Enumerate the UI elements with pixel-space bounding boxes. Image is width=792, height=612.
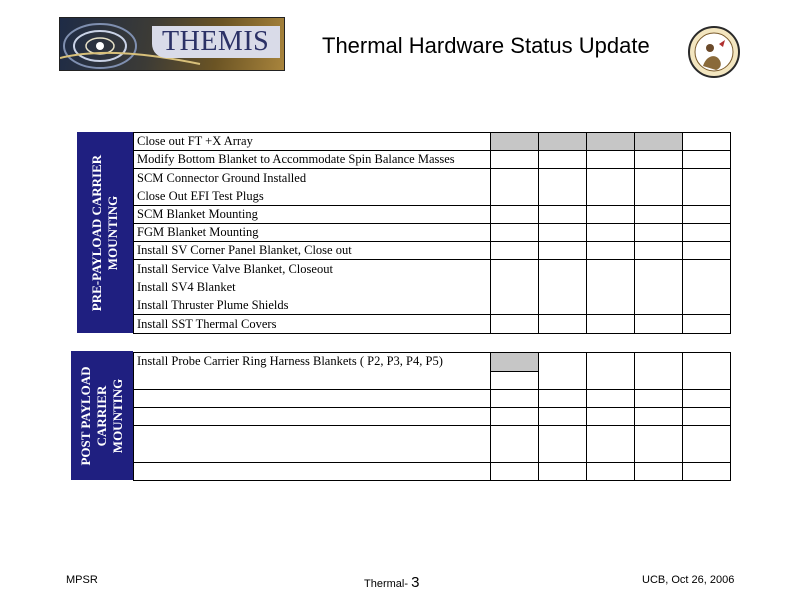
status-cell	[635, 390, 683, 408]
task-label: Close out FT +X Array	[134, 133, 491, 151]
task-label	[134, 260, 491, 315]
status-cell	[683, 315, 731, 334]
table-row	[134, 224, 731, 242]
status-cell	[491, 353, 539, 372]
status-cell	[539, 390, 587, 408]
status-cell	[539, 315, 587, 334]
table-row	[134, 426, 731, 463]
status-cell	[587, 426, 635, 463]
task-label-line: Install Thruster Plume Shields	[137, 298, 289, 312]
task-label: Install SV Corner Panel Blanket, Close out	[134, 242, 491, 260]
status-cell	[635, 463, 683, 481]
pre-payload-label	[77, 132, 133, 333]
status-cell	[491, 315, 539, 334]
table-row	[134, 353, 731, 372]
task-label	[134, 463, 491, 481]
status-cell	[683, 353, 731, 390]
task-label	[134, 408, 491, 426]
post-payload-table	[133, 352, 731, 481]
table-row	[134, 260, 731, 315]
status-cell	[683, 206, 731, 224]
task-label-line: Install Service Valve Blanket, Closeout	[137, 262, 333, 276]
table-row	[134, 151, 731, 169]
status-cell	[683, 260, 731, 315]
status-cell	[587, 169, 635, 206]
table-row	[134, 206, 731, 224]
status-cell	[635, 242, 683, 260]
status-cell	[491, 133, 539, 151]
status-cell	[635, 315, 683, 334]
footer-page-number: 3	[411, 574, 420, 591]
status-cell	[539, 426, 587, 463]
status-cell	[587, 408, 635, 426]
status-cell	[539, 242, 587, 260]
post-payload-label-line3: MOUNTING	[110, 378, 125, 453]
task-label: Install SST Thermal Covers	[134, 315, 491, 334]
status-cell	[587, 133, 635, 151]
status-cell	[587, 151, 635, 169]
status-cell	[683, 133, 731, 151]
status-cell	[587, 224, 635, 242]
table-row	[134, 242, 731, 260]
post-payload-label-line1: POST PAYLOAD	[78, 365, 93, 466]
status-cell	[635, 151, 683, 169]
table-row	[134, 169, 731, 206]
post-payload-label	[71, 351, 133, 480]
status-cell	[683, 242, 731, 260]
status-cell	[491, 224, 539, 242]
task-label	[134, 390, 491, 408]
post-payload-label-line2: CARRIER	[94, 385, 109, 446]
table-row	[134, 315, 731, 334]
status-cell	[635, 133, 683, 151]
task-label-line: Install SV4 Blanket	[137, 280, 236, 294]
status-cell	[539, 224, 587, 242]
table-row	[134, 133, 731, 151]
status-cell	[635, 353, 683, 390]
task-label	[134, 426, 491, 463]
status-cell	[539, 408, 587, 426]
status-cell	[539, 206, 587, 224]
footer-page-prefix: Thermal-	[364, 578, 409, 590]
status-cell	[683, 151, 731, 169]
status-cell	[539, 353, 587, 390]
status-cell	[539, 151, 587, 169]
status-cell	[539, 169, 587, 206]
status-cell	[587, 206, 635, 224]
status-cell	[683, 408, 731, 426]
pre-payload-label-line1: PRE-PAYLOAD CARRIER	[89, 154, 104, 311]
status-cell	[683, 463, 731, 481]
task-label: SCM Blanket Mounting	[134, 206, 491, 224]
page-title: Thermal Hardware Status Update	[322, 33, 650, 58]
table-row	[134, 390, 731, 408]
task-label-line: SCM Connector Ground Installed	[137, 171, 307, 185]
footer-org: MPSR	[66, 574, 98, 586]
task-label: Modify Bottom Blanket to Accommodate Spin Balance Masses	[134, 151, 491, 169]
status-cell	[587, 315, 635, 334]
status-cell	[539, 133, 587, 151]
status-cell	[587, 260, 635, 315]
status-cell	[587, 242, 635, 260]
status-cell	[491, 260, 539, 315]
status-cell	[683, 426, 731, 463]
status-cell	[491, 206, 539, 224]
pre-payload-table	[133, 132, 731, 334]
themis-logo	[59, 17, 285, 71]
status-cell	[635, 206, 683, 224]
status-cell	[587, 463, 635, 481]
task-label: Install Probe Carrier Ring Harness Blankets ( P2, P3, P4, P5)	[134, 353, 491, 390]
status-cell	[491, 408, 539, 426]
task-label-line: Close Out EFI Test Plugs	[137, 189, 264, 203]
status-cell	[491, 242, 539, 260]
themis-patch-icon	[686, 24, 742, 80]
status-cell	[635, 260, 683, 315]
status-cell	[491, 151, 539, 169]
task-label	[134, 169, 491, 206]
status-cell	[491, 463, 539, 481]
status-cell	[587, 390, 635, 408]
status-cell	[491, 372, 539, 390]
status-cell	[635, 224, 683, 242]
status-cell	[635, 408, 683, 426]
status-cell	[491, 426, 539, 463]
status-cell	[683, 390, 731, 408]
status-cell	[635, 169, 683, 206]
task-label: FGM Blanket Mounting	[134, 224, 491, 242]
pre-payload-label-line2: MOUNTING	[105, 195, 120, 270]
footer-page	[364, 574, 419, 591]
table-row	[134, 408, 731, 426]
footer-date: UCB, Oct 26, 2006	[642, 574, 735, 586]
status-cell	[491, 169, 539, 206]
status-cell	[491, 390, 539, 408]
status-cell	[539, 260, 587, 315]
status-cell	[635, 426, 683, 463]
status-cell	[683, 224, 731, 242]
table-row	[134, 463, 731, 481]
status-cell	[539, 463, 587, 481]
status-cell	[683, 169, 731, 206]
logo-text: THEMIS	[162, 26, 270, 57]
status-cell	[587, 353, 635, 390]
